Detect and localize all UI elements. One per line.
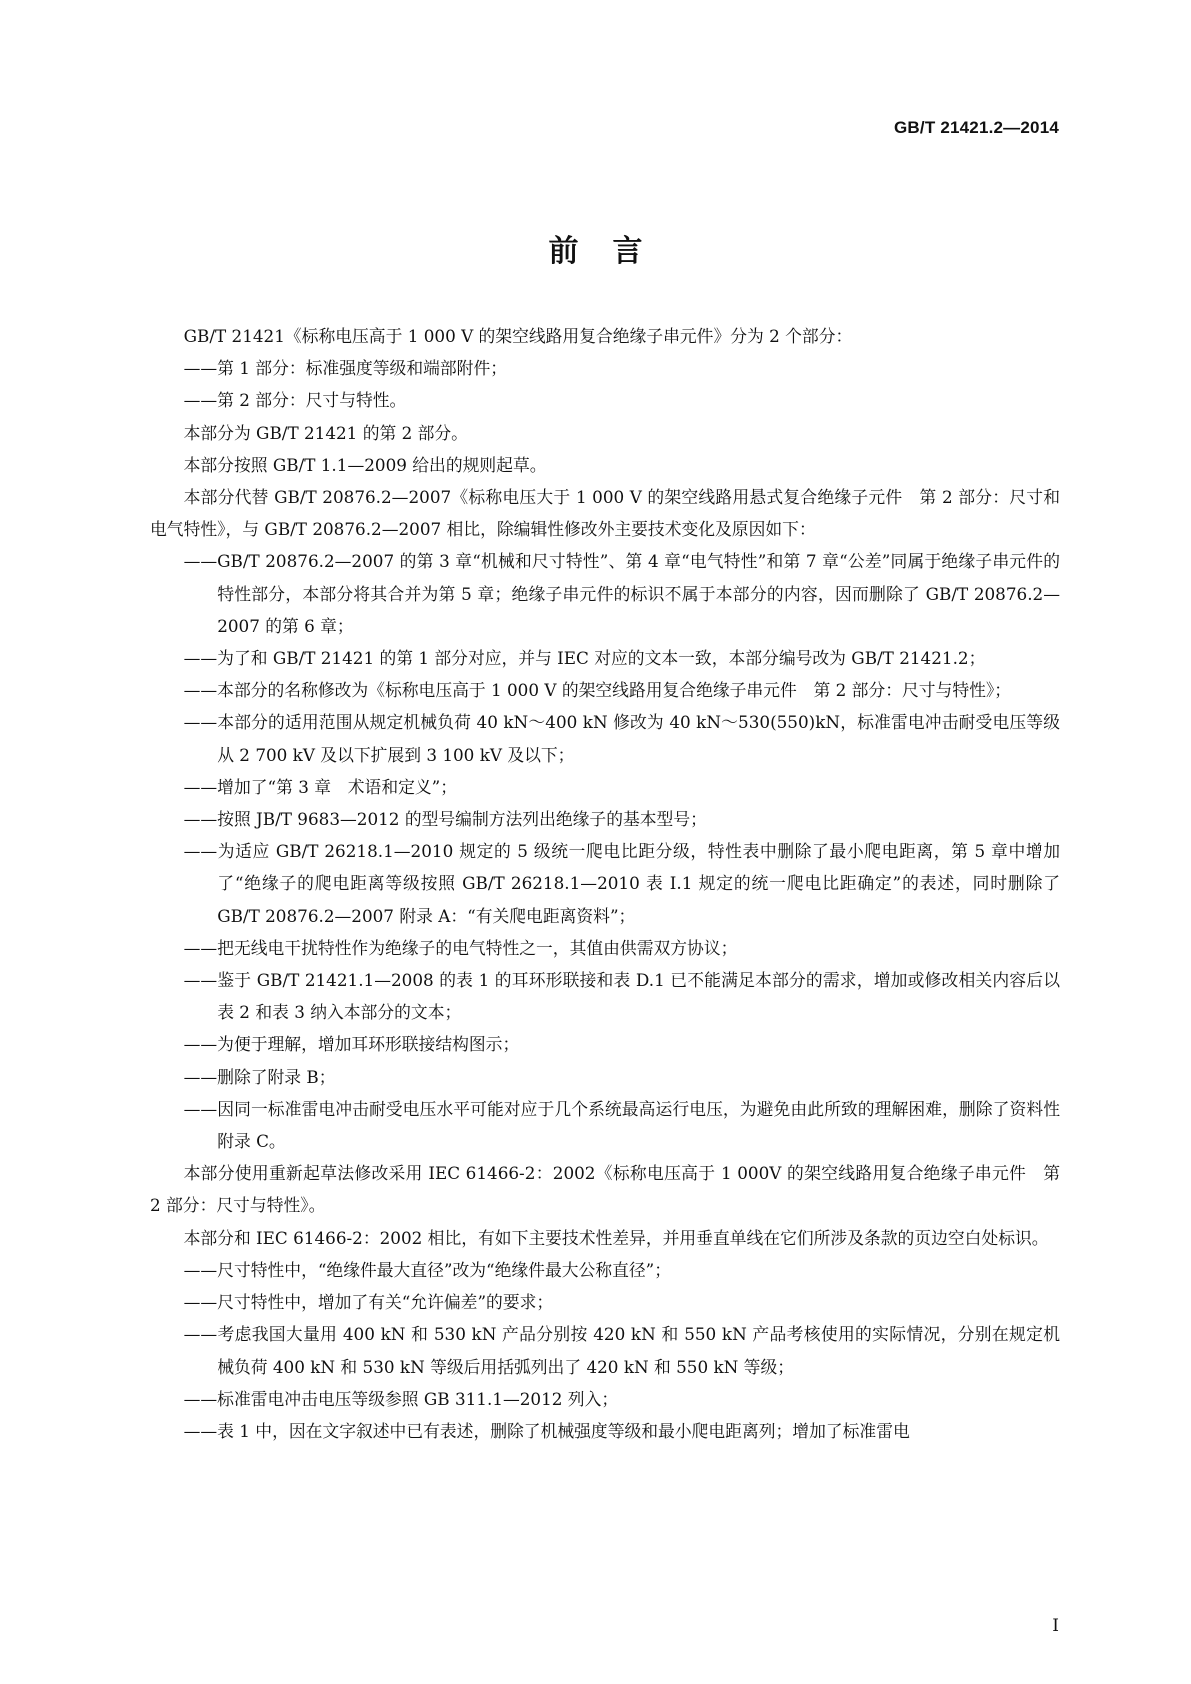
list-item: ——增加了“第 3 章 术语和定义”； (183, 776, 458, 797)
list-item: ——为适应 GB/T 26218.1—2010 规定的 5 级统一爬电比距分级，特性表中删除了最小爬电距离，第 5 章中增加了“绝缘子的爬电距离等级按照 GB/T 26218.1—2010 表 I.1 规定的统一爬电比距确定”的表述，同时删除了 GB/T 20876.2—2007 附录 A：“有关爬电距离资料”； (183, 841, 1060, 926)
list-item: ——因同一标准雷电冲击耐受电压水平可能对应于几个系统最高运行电压，为避免由此所致的理解困难，删除了资料性附录 C。 (183, 1098, 1060, 1152)
paragraph: 本部分为 GB/T 21421 的第 2 部分。 (183, 422, 468, 443)
list-item: ——表 1 中，因在文字叙述中已有表述，删除了机械强度等级和最小爬电距离列；增加了标准雷电 (183, 1420, 910, 1441)
list-item: ——把无线电干扰特性作为绝缘子的电气特性之一，其值由供需双方协议； (183, 937, 738, 958)
list-item: ——第 1 部分：标准强度等级和端部附件； (183, 358, 508, 379)
list-item: ——按照 JB/T 9683—2012 的型号编制方法列出绝缘子的基本型号； (183, 809, 707, 830)
list-item: ——为了和 GB/T 21421 的第 1 部分对应，并与 IEC 对应的文本一致，本部分编号改为 GB/T 21421.2； (183, 648, 986, 669)
paragraph: 本部分和 IEC 61466-2：2002 相比，有如下主要技术性差异，并用垂直单线在它们所涉及条款的页边空白处标识。 (183, 1227, 1049, 1248)
list-item: ——为便于理解，增加耳环形联接结构图示； (183, 1034, 520, 1055)
list-item: ——鉴于 GB/T 21421.1—2008 的表 1 的耳环形联接和表 D.1 已不能满足本部分的需求，增加或修改相关内容后以表 2 和表 3 纳入本部分的文本； (183, 970, 1060, 1023)
list-item: ——尺寸特性中，增加了有关“允许偏差”的要求； (183, 1292, 554, 1313)
list-item: ——GB/T 20876.2—2007 的第 3 章“机械和尺寸特性”、第 4 章“电气特性”和第 7 章“公差”同属于绝缘子串元件的特性部分，本部分将其合并为第 5 章；绝缘子串元件的标识不属于本部分的内容，因而删除了 GB/T 20876.2—2007 的第 6 章； (183, 551, 1060, 636)
list-item: ——删除了附录 B； (183, 1066, 336, 1087)
list-item: ——本部分的适用范围从规定机械负荷 40 kN～400 kN 修改为 40 kN～530(550)kN，标准雷电冲击耐受电压等级从 2 700 kV 及以下扩展到 3 100 kV 及以下； (183, 712, 1060, 765)
page-title: 前言 (548, 234, 677, 269)
list-item: ——标准雷电冲击电压等级参照 GB 311.1—2012 列入； (183, 1388, 619, 1409)
paragraph: 本部分使用重新起草法修改采用 IEC 61466-2：2002《标称电压高于 1 000V 的架空线路用复合绝缘子串元件 第 2 部分：尺寸与特性》。 (150, 1163, 1060, 1216)
list-item: ——考虑我国大量用 400 kN 和 530 kN 产品分别按 420 kN 和 550 kN 产品考核使用的实际情况，分别在规定机械负荷 400 kN 和 530 kN 等级后用括弧列出了 420 kN 和 550 kN 等级； (183, 1324, 1060, 1377)
paragraph: 本部分按照 GB/T 1.1—2009 给出的规则起草。 (183, 454, 547, 475)
list-item: ——尺寸特性中，“绝缘件最大直径”改为“绝缘件最大公称直径”； (183, 1259, 672, 1280)
list-item: ——本部分的名称修改为《标称电压高于 1 000 V 的架空线路用复合绝缘子串元件 第 2 部分：尺寸与特性》； (183, 680, 1012, 701)
paragraph: 本部分代替 GB/T 20876.2—2007《标称电压大于 1 000 V 的架空线路用悬式复合绝缘子元件 第 2 部分：尺寸和电气特性》，与 GB/T 20876.2—2007 相比，除编辑性修改外主要技术变化及原因如下： (150, 487, 1060, 540)
foreword-body (150, 320, 1060, 1447)
page-number: I (1052, 1616, 1059, 1636)
standard-number: GB/T 21421.2—2014 (894, 118, 1059, 137)
paragraph: GB/T 21421《标称电压高于 1 000 V 的架空线路用复合绝缘子串元件》分为 2 个部分： (183, 326, 853, 346)
list-item: ——第 2 部分：尺寸与特性。 (183, 390, 407, 411)
